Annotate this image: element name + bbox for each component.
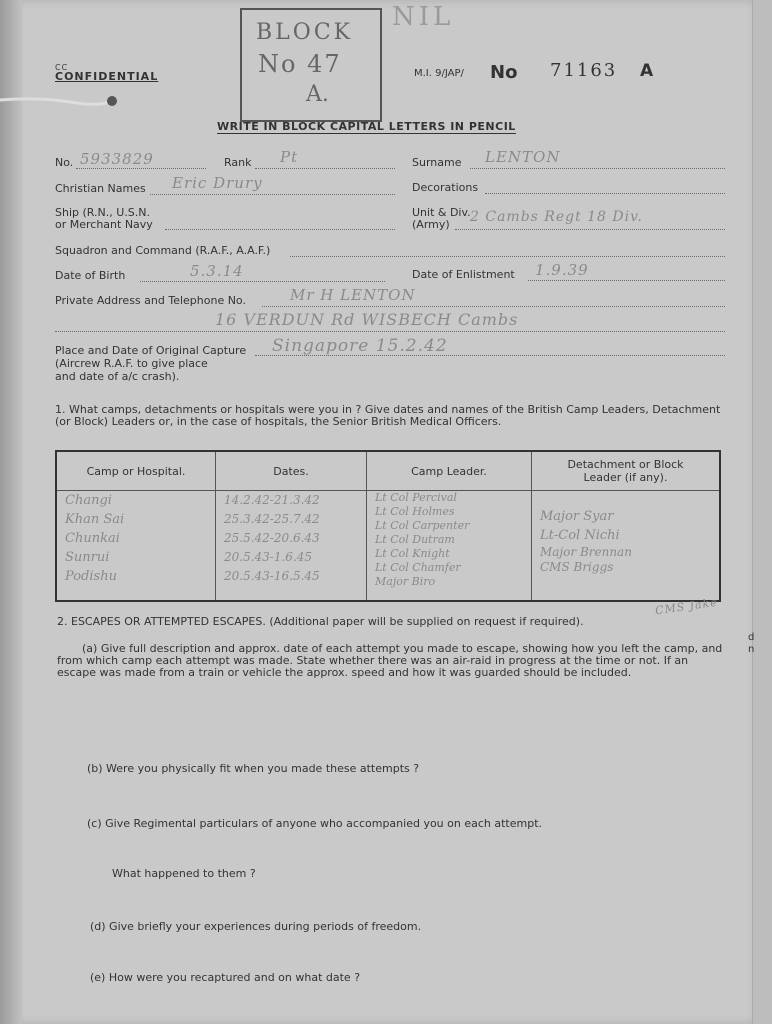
- unit-value: 2 Cambs Regt 18 Div.: [470, 209, 643, 225]
- header-detachment-line-1: Detachment or Block: [567, 458, 684, 471]
- form-suffix: A: [640, 61, 654, 81]
- rank-line: [255, 168, 395, 169]
- date-entry: 25.5.42-20.6.43: [224, 531, 320, 545]
- camp-entry: Khan Sai: [65, 512, 125, 527]
- dob-value: 5.3.14: [190, 262, 244, 280]
- dates-column: [216, 491, 367, 602]
- unit-label-2: (Army): [412, 218, 450, 231]
- decorations-label: Decorations: [412, 181, 479, 194]
- form-number: 71163: [550, 60, 618, 81]
- camps-column: [56, 491, 216, 602]
- question-2e: (e) How were you recaptured and on what date ?: [90, 971, 361, 984]
- capture-label-3: and date of a/c crash).: [55, 370, 180, 383]
- surname-line: [470, 168, 725, 169]
- christian-label: Christian Names: [55, 182, 146, 195]
- stamp-line-2: No 47: [258, 50, 342, 78]
- detachment-entry: CMS Briggs: [540, 560, 614, 574]
- confidential-label: CONFIDENTIAL: [55, 70, 159, 83]
- instruction: WRITE IN BLOCK CAPITAL LETTERS IN PENCIL: [217, 120, 516, 133]
- leaders-column: [367, 491, 532, 602]
- question-1-line-2: (or Block) Leaders or, in the case of hospitals, the Senior British Medical Officers.: [55, 415, 502, 428]
- rank-value: Pt: [280, 148, 299, 166]
- margin-note: CMS Jake: [654, 595, 719, 618]
- ship-line: [165, 229, 395, 230]
- christian-line: [150, 194, 395, 195]
- detachment-entry: Major Brennan: [540, 545, 632, 559]
- capture-label-1: Place and Date of Original Capture: [55, 344, 247, 357]
- leader-entry: Lt Col Carpenter: [375, 519, 470, 532]
- number-label: No: [490, 62, 518, 83]
- squadron-label: Squadron and Command (R.A.F., A.A.F.): [55, 244, 271, 257]
- unit-label-1: Unit & Div.: [412, 206, 471, 219]
- edge-mark-1: d: [748, 632, 755, 643]
- enlist-label: Date of Enlistment: [412, 268, 515, 281]
- camp-entry: Changi: [65, 493, 112, 508]
- detachment-entry: Major Syar: [540, 509, 614, 524]
- detachment-column: [532, 491, 721, 602]
- camp-entry: Sunrui: [65, 550, 110, 565]
- unit-line: [455, 229, 725, 230]
- capture-value: Singapore 15.2.42: [272, 336, 448, 356]
- dob-line: [140, 281, 385, 282]
- service-number: 5933829: [80, 150, 154, 168]
- camp-entry: Chunkai: [65, 531, 120, 546]
- header-camp: Camp or Hospital.: [56, 451, 216, 491]
- question-2c-followup: What happened to them ?: [112, 867, 256, 880]
- no-line: [76, 168, 206, 169]
- stamp-line-1: BLOCK: [256, 20, 354, 45]
- leader-entry: Major Biro: [375, 575, 436, 588]
- enlist-line: [528, 280, 725, 281]
- surname-value: LENTON: [485, 148, 561, 166]
- stamp-line-3: A.: [306, 82, 329, 107]
- capture-label-2: (Aircrew R.A.F. to give place: [55, 357, 208, 370]
- squadron-line: [290, 256, 725, 257]
- header-dates: Dates.: [216, 451, 367, 491]
- page-edge: [752, 0, 772, 1024]
- question-2c: (c) Give Regimental particulars of anyone who accompanied you on each attempt.: [87, 817, 543, 830]
- date-entry: 20.5.43-1.6.45: [224, 550, 313, 564]
- leader-entry: Lt Col Percival: [375, 491, 457, 504]
- ship-label-1: Ship (R.N., U.S.N.: [55, 206, 150, 219]
- rank-label: Rank: [224, 156, 252, 169]
- date-entry: 25.3.42-25.7.42: [224, 512, 320, 526]
- camps-table: [55, 450, 721, 602]
- header-detachment: [532, 451, 721, 491]
- binding-string: [0, 96, 118, 106]
- camp-entry: Podishu: [65, 569, 117, 584]
- question-2d: (d) Give briefly your experiences during periods of freedom.: [90, 920, 422, 933]
- date-entry: 20.5.43-16.5.45: [224, 569, 320, 583]
- no-label: No.: [55, 156, 74, 169]
- question-1-line-1: 1. What camps, detachments or hospitals were you in ? Give dates and names of the British Camp Leaders, Detachment: [55, 403, 721, 416]
- header-detachment-line-2: Leader (if any).: [583, 471, 668, 484]
- edge-mark-2: n: [748, 644, 755, 655]
- enlist-value: 1.9.39: [535, 261, 589, 279]
- confidential-prefix: CC: [55, 63, 69, 72]
- leader-entry: Lt Col Holmes: [375, 505, 455, 518]
- christian-value: Eric Drury: [172, 174, 263, 192]
- address-value-2: 16 VERDUN Rd WISBECH Cambs: [215, 310, 519, 329]
- address-line-1: [262, 306, 725, 307]
- question-2a-line-2: from which camp each attempt was made. State whether there was an air-raid in progress at the time or not. If an: [57, 654, 689, 667]
- dob-label: Date of Birth: [55, 269, 126, 282]
- stamp-extra: NIL: [392, 2, 455, 32]
- question-2a-line-3: escape was made from a train or vehicle the approx. speed and how it was guarded should be included.: [57, 666, 632, 679]
- leader-entry: Lt Col Dutram: [375, 533, 455, 546]
- ship-label-2: or Merchant Navy: [55, 218, 153, 231]
- surname-label: Surname: [412, 156, 462, 169]
- decorations-line: [485, 193, 725, 194]
- question-2b: (b) Were you physically fit when you made these attempts ?: [87, 762, 420, 775]
- header-leader: Camp Leader.: [367, 451, 532, 491]
- question-2-title: 2. ESCAPES OR ATTEMPTED ESCAPES. (Additional paper will be supplied on request if required).: [57, 615, 584, 628]
- date-entry: 14.2.42-21.3.42: [224, 493, 320, 507]
- block-stamp: [240, 8, 382, 122]
- address-line-2: [55, 331, 725, 332]
- leader-entry: Lt Col Chamfer: [375, 561, 461, 574]
- question-2a-line-1: (a) Give full description and approx. date of each attempt you made to escape, showing how you left the camp, and: [82, 642, 723, 655]
- leader-entry: Lt Col Knight: [375, 547, 450, 560]
- form-code: M.I. 9/JAP/: [414, 68, 464, 79]
- detachment-entry: Lt-Col Nichi: [540, 528, 620, 543]
- address-label: Private Address and Telephone No.: [55, 294, 246, 307]
- address-value-1: Mr H LENTON: [290, 286, 416, 304]
